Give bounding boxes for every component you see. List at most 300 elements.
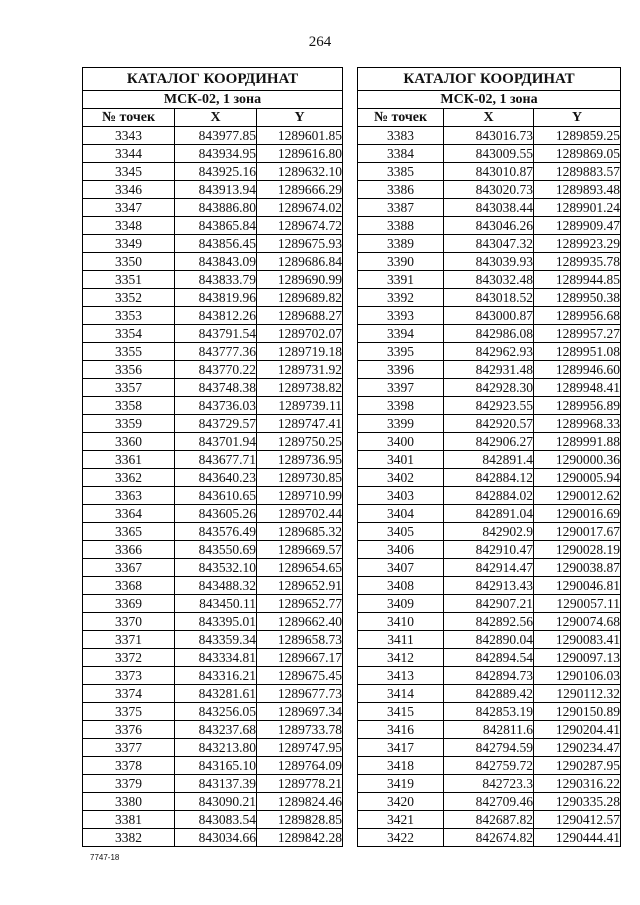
y-coordinate-cell: 1289689.82 xyxy=(257,289,343,307)
table-row xyxy=(83,793,343,811)
x-coordinate-cell: 843819.96 xyxy=(175,289,257,307)
y-coordinate-cell: 1290316.22 xyxy=(534,775,621,793)
y-coordinate-cell: 1289616.80 xyxy=(257,145,343,163)
x-coordinate-cell: 843843.09 xyxy=(175,253,257,271)
table-row xyxy=(83,181,343,199)
y-coordinate-cell: 1290234.47 xyxy=(534,739,621,757)
y-coordinate-cell: 1289736.95 xyxy=(257,451,343,469)
point-number-cell: 3401 xyxy=(358,451,444,469)
y-coordinate-cell: 1289991.88 xyxy=(534,433,621,451)
point-number-cell: 3375 xyxy=(83,703,175,721)
table-row xyxy=(83,685,343,703)
table-row xyxy=(83,235,343,253)
point-number-cell: 3348 xyxy=(83,217,175,235)
x-coordinate-cell: 843934.95 xyxy=(175,145,257,163)
x-coordinate-cell: 843550.69 xyxy=(175,541,257,559)
table-row xyxy=(358,307,621,325)
table-row xyxy=(358,559,621,577)
x-coordinate-cell: 843016.73 xyxy=(444,127,534,145)
x-coordinate-cell: 842884.02 xyxy=(444,487,534,505)
x-coordinate-cell: 843256.05 xyxy=(175,703,257,721)
y-coordinate-cell: 1289730.85 xyxy=(257,469,343,487)
point-number-cell: 3407 xyxy=(358,559,444,577)
page-number: 264 xyxy=(308,34,332,50)
y-coordinate-cell: 1290005.94 xyxy=(534,469,621,487)
table-row xyxy=(358,739,621,757)
point-number-cell: 3417 xyxy=(358,739,444,757)
y-coordinate-cell: 1290150.89 xyxy=(534,703,621,721)
x-coordinate-cell: 842709.46 xyxy=(444,793,534,811)
x-coordinate-cell: 842794.59 xyxy=(444,739,534,757)
y-coordinate-cell: 1290028.19 xyxy=(534,541,621,559)
y-coordinate-cell: 1289601.85 xyxy=(257,127,343,145)
table-row xyxy=(83,343,343,361)
x-coordinate-cell: 843532.10 xyxy=(175,559,257,577)
table-row xyxy=(83,721,343,739)
table-row xyxy=(83,829,343,847)
y-coordinate-cell: 1289697.34 xyxy=(257,703,343,721)
x-coordinate-cell: 843039.93 xyxy=(444,253,534,271)
point-number-cell: 3395 xyxy=(358,343,444,361)
x-coordinate-cell: 843736.03 xyxy=(175,397,257,415)
point-number-cell: 3406 xyxy=(358,541,444,559)
point-number-cell: 3388 xyxy=(358,217,444,235)
x-coordinate-cell: 842907.21 xyxy=(444,595,534,613)
x-coordinate-cell: 843009.55 xyxy=(444,145,534,163)
y-coordinate-cell: 1289747.95 xyxy=(257,739,343,757)
y-coordinate-cell: 1289956.68 xyxy=(534,307,621,325)
x-coordinate-cell: 843886.80 xyxy=(175,199,257,217)
table-title: КАТАЛОГ КООРДИНАТ xyxy=(83,68,343,91)
y-coordinate-cell: 1289828.85 xyxy=(257,811,343,829)
y-coordinate-cell: 1289675.93 xyxy=(257,235,343,253)
x-coordinate-cell: 842913.43 xyxy=(444,577,534,595)
y-coordinate-cell: 1290057.11 xyxy=(534,595,621,613)
y-coordinate-cell: 1289956.89 xyxy=(534,397,621,415)
point-number-cell: 3387 xyxy=(358,199,444,217)
point-number-cell: 3414 xyxy=(358,685,444,703)
y-coordinate-cell: 1289951.08 xyxy=(534,343,621,361)
point-number-cell: 3396 xyxy=(358,361,444,379)
x-coordinate-cell: 843359.34 xyxy=(175,631,257,649)
y-coordinate-cell: 1290412.57 xyxy=(534,811,621,829)
x-coordinate-cell: 843137.39 xyxy=(175,775,257,793)
point-number-cell: 3397 xyxy=(358,379,444,397)
x-coordinate-cell: 842986.08 xyxy=(444,325,534,343)
table-row xyxy=(83,631,343,649)
point-number-cell: 3384 xyxy=(358,145,444,163)
x-coordinate-cell: 843610.65 xyxy=(175,487,257,505)
table-zone: МСК-02, 1 зона xyxy=(358,91,621,109)
point-number-cell: 3373 xyxy=(83,667,175,685)
point-number-cell: 3422 xyxy=(358,829,444,847)
point-number-cell: 3365 xyxy=(83,523,175,541)
x-coordinate-cell: 843925.16 xyxy=(175,163,257,181)
table-row xyxy=(358,397,621,415)
point-number-cell: 3416 xyxy=(358,721,444,739)
y-coordinate-cell: 1289946.60 xyxy=(534,361,621,379)
y-coordinate-cell: 1289909.47 xyxy=(534,217,621,235)
point-number-cell: 3393 xyxy=(358,307,444,325)
y-coordinate-cell: 1289893.48 xyxy=(534,181,621,199)
point-number-cell: 3362 xyxy=(83,469,175,487)
x-coordinate-cell: 843812.26 xyxy=(175,307,257,325)
x-coordinate-cell: 843334.81 xyxy=(175,649,257,667)
point-number-cell: 3390 xyxy=(358,253,444,271)
y-coordinate-cell: 1290444.41 xyxy=(534,829,621,847)
table-row xyxy=(358,325,621,343)
point-number-cell: 3352 xyxy=(83,289,175,307)
table-row xyxy=(83,397,343,415)
y-coordinate-cell: 1290038.87 xyxy=(534,559,621,577)
table-row xyxy=(83,379,343,397)
table-row xyxy=(358,379,621,397)
y-coordinate-cell: 1289923.29 xyxy=(534,235,621,253)
point-number-cell: 3356 xyxy=(83,361,175,379)
x-coordinate-cell: 843913.94 xyxy=(175,181,257,199)
point-number-cell: 3346 xyxy=(83,181,175,199)
x-coordinate-cell: 842894.73 xyxy=(444,667,534,685)
x-coordinate-cell: 843032.48 xyxy=(444,271,534,289)
table-zone: МСК-02, 1 зона xyxy=(83,91,343,109)
x-coordinate-cell: 842889.42 xyxy=(444,685,534,703)
table-row xyxy=(358,649,621,667)
x-coordinate-cell: 843237.68 xyxy=(175,721,257,739)
table-row xyxy=(83,577,343,595)
point-number-cell: 3421 xyxy=(358,811,444,829)
point-number-cell: 3350 xyxy=(83,253,175,271)
x-coordinate-cell: 842759.72 xyxy=(444,757,534,775)
point-number-cell: 3398 xyxy=(358,397,444,415)
x-coordinate-cell: 843047.32 xyxy=(444,235,534,253)
table-row xyxy=(358,757,621,775)
table-row xyxy=(358,235,621,253)
y-coordinate-cell: 1289750.25 xyxy=(257,433,343,451)
point-number-cell: 3345 xyxy=(83,163,175,181)
x-coordinate-cell: 842931.48 xyxy=(444,361,534,379)
table-row xyxy=(83,703,343,721)
y-coordinate-cell: 1289652.91 xyxy=(257,577,343,595)
point-number-cell: 3372 xyxy=(83,649,175,667)
table-row xyxy=(83,145,343,163)
table-row xyxy=(358,793,621,811)
point-number-cell: 3376 xyxy=(83,721,175,739)
point-number-cell: 3420 xyxy=(358,793,444,811)
point-number-cell: 3381 xyxy=(83,811,175,829)
coordinate-catalog-table xyxy=(82,67,343,847)
point-number-cell: 3378 xyxy=(83,757,175,775)
column-header-y: Y xyxy=(534,109,621,127)
table-row xyxy=(83,613,343,631)
y-coordinate-cell: 1289968.33 xyxy=(534,415,621,433)
point-number-cell: 3392 xyxy=(358,289,444,307)
x-coordinate-cell: 842723.3 xyxy=(444,775,534,793)
x-coordinate-cell: 842674.82 xyxy=(444,829,534,847)
y-coordinate-cell: 1289957.27 xyxy=(534,325,621,343)
point-number-cell: 3382 xyxy=(83,829,175,847)
table-row xyxy=(83,505,343,523)
x-coordinate-cell: 842687.82 xyxy=(444,811,534,829)
point-number-cell: 3374 xyxy=(83,685,175,703)
table-row xyxy=(83,127,343,145)
table-row xyxy=(83,325,343,343)
table-row xyxy=(83,307,343,325)
table-row xyxy=(83,541,343,559)
x-coordinate-cell: 843038.44 xyxy=(444,199,534,217)
point-number-cell: 3364 xyxy=(83,505,175,523)
table-row xyxy=(358,271,621,289)
y-coordinate-cell: 1289731.92 xyxy=(257,361,343,379)
column-header-y: Y xyxy=(257,109,343,127)
table-row xyxy=(358,667,621,685)
y-coordinate-cell: 1289654.65 xyxy=(257,559,343,577)
point-number-cell: 3377 xyxy=(83,739,175,757)
table-row xyxy=(83,469,343,487)
table-row xyxy=(358,613,621,631)
point-number-cell: 3351 xyxy=(83,271,175,289)
y-coordinate-cell: 1289869.05 xyxy=(534,145,621,163)
x-coordinate-cell: 843488.32 xyxy=(175,577,257,595)
table-row xyxy=(358,829,621,847)
y-coordinate-cell: 1289739.11 xyxy=(257,397,343,415)
point-number-cell: 3418 xyxy=(358,757,444,775)
point-number-cell: 3410 xyxy=(358,613,444,631)
table-row xyxy=(358,811,621,829)
point-number-cell: 3360 xyxy=(83,433,175,451)
table-row xyxy=(358,163,621,181)
y-coordinate-cell: 1290000.36 xyxy=(534,451,621,469)
table-row xyxy=(83,649,343,667)
x-coordinate-cell: 843316.21 xyxy=(175,667,257,685)
point-number-cell: 3359 xyxy=(83,415,175,433)
point-number-cell: 3391 xyxy=(358,271,444,289)
table-row xyxy=(358,487,621,505)
y-coordinate-cell: 1289950.38 xyxy=(534,289,621,307)
y-coordinate-cell: 1289842.28 xyxy=(257,829,343,847)
y-coordinate-cell: 1289674.72 xyxy=(257,217,343,235)
table-row xyxy=(358,703,621,721)
point-number-cell: 3389 xyxy=(358,235,444,253)
x-coordinate-cell: 843165.10 xyxy=(175,757,257,775)
x-coordinate-cell: 843770.22 xyxy=(175,361,257,379)
point-number-cell: 3366 xyxy=(83,541,175,559)
x-coordinate-cell: 843748.38 xyxy=(175,379,257,397)
table-row xyxy=(83,667,343,685)
point-number-cell: 3357 xyxy=(83,379,175,397)
point-number-cell: 3353 xyxy=(83,307,175,325)
y-coordinate-cell: 1290204.41 xyxy=(534,721,621,739)
x-coordinate-cell: 843083.54 xyxy=(175,811,257,829)
y-coordinate-cell: 1289733.78 xyxy=(257,721,343,739)
y-coordinate-cell: 1289688.27 xyxy=(257,307,343,325)
y-coordinate-cell: 1289778.21 xyxy=(257,775,343,793)
y-coordinate-cell: 1289685.32 xyxy=(257,523,343,541)
y-coordinate-cell: 1289901.24 xyxy=(534,199,621,217)
point-number-cell: 3413 xyxy=(358,667,444,685)
x-coordinate-cell: 842902.9 xyxy=(444,523,534,541)
point-number-cell: 3349 xyxy=(83,235,175,253)
y-coordinate-cell: 1289675.45 xyxy=(257,667,343,685)
column-header-x: X xyxy=(444,109,534,127)
point-number-cell: 3404 xyxy=(358,505,444,523)
table-row xyxy=(83,523,343,541)
y-coordinate-cell: 1289702.44 xyxy=(257,505,343,523)
x-coordinate-cell: 843977.85 xyxy=(175,127,257,145)
table-row xyxy=(358,343,621,361)
y-coordinate-cell: 1290012.62 xyxy=(534,487,621,505)
table-row xyxy=(83,163,343,181)
table-row xyxy=(83,595,343,613)
point-number-cell: 3400 xyxy=(358,433,444,451)
y-coordinate-cell: 1290074.68 xyxy=(534,613,621,631)
point-number-cell: 3394 xyxy=(358,325,444,343)
y-coordinate-cell: 1289710.99 xyxy=(257,487,343,505)
y-coordinate-cell: 1289690.99 xyxy=(257,271,343,289)
table-row xyxy=(83,739,343,757)
table-row xyxy=(358,217,621,235)
x-coordinate-cell: 843576.49 xyxy=(175,523,257,541)
table-row xyxy=(358,181,621,199)
table-row xyxy=(358,721,621,739)
table-row xyxy=(83,361,343,379)
column-header-point: № точек xyxy=(358,109,444,127)
table-row xyxy=(358,199,621,217)
table-row xyxy=(83,487,343,505)
table-row xyxy=(358,361,621,379)
y-coordinate-cell: 1289738.82 xyxy=(257,379,343,397)
point-number-cell: 3354 xyxy=(83,325,175,343)
point-number-cell: 3412 xyxy=(358,649,444,667)
x-coordinate-cell: 843213.80 xyxy=(175,739,257,757)
x-coordinate-cell: 843729.57 xyxy=(175,415,257,433)
y-coordinate-cell: 1289764.09 xyxy=(257,757,343,775)
y-coordinate-cell: 1290106.03 xyxy=(534,667,621,685)
y-coordinate-cell: 1289859.25 xyxy=(534,127,621,145)
point-number-cell: 3379 xyxy=(83,775,175,793)
y-coordinate-cell: 1290083.41 xyxy=(534,631,621,649)
point-number-cell: 3369 xyxy=(83,595,175,613)
point-number-cell: 3368 xyxy=(83,577,175,595)
table-row xyxy=(83,217,343,235)
table-row xyxy=(358,685,621,703)
table-row xyxy=(358,505,621,523)
column-header-x: X xyxy=(175,109,257,127)
x-coordinate-cell: 842962.93 xyxy=(444,343,534,361)
y-coordinate-cell: 1289883.57 xyxy=(534,163,621,181)
point-number-cell: 3383 xyxy=(358,127,444,145)
y-coordinate-cell: 1289702.07 xyxy=(257,325,343,343)
table-row xyxy=(83,451,343,469)
y-coordinate-cell: 1289935.78 xyxy=(534,253,621,271)
point-number-cell: 3409 xyxy=(358,595,444,613)
x-coordinate-cell: 843701.94 xyxy=(175,433,257,451)
point-number-cell: 3347 xyxy=(83,199,175,217)
x-coordinate-cell: 842891.04 xyxy=(444,505,534,523)
point-number-cell: 3385 xyxy=(358,163,444,181)
point-number-cell: 3344 xyxy=(83,145,175,163)
y-coordinate-cell: 1289674.02 xyxy=(257,199,343,217)
y-coordinate-cell: 1289944.85 xyxy=(534,271,621,289)
x-coordinate-cell: 843281.61 xyxy=(175,685,257,703)
x-coordinate-cell: 842853.19 xyxy=(444,703,534,721)
x-coordinate-cell: 842890.04 xyxy=(444,631,534,649)
x-coordinate-cell: 843605.26 xyxy=(175,505,257,523)
table-row xyxy=(358,541,621,559)
x-coordinate-cell: 842914.47 xyxy=(444,559,534,577)
y-coordinate-cell: 1289686.84 xyxy=(257,253,343,271)
table-title: КАТАЛОГ КООРДИНАТ xyxy=(358,68,621,91)
table-row xyxy=(358,253,621,271)
y-coordinate-cell: 1290016.69 xyxy=(534,505,621,523)
point-number-cell: 3363 xyxy=(83,487,175,505)
x-coordinate-cell: 842892.56 xyxy=(444,613,534,631)
table-row xyxy=(358,127,621,145)
x-coordinate-cell: 842891.4 xyxy=(444,451,534,469)
table-row xyxy=(83,811,343,829)
x-coordinate-cell: 843000.87 xyxy=(444,307,534,325)
table-row xyxy=(358,577,621,595)
y-coordinate-cell: 1290112.32 xyxy=(534,685,621,703)
x-coordinate-cell: 843865.84 xyxy=(175,217,257,235)
point-number-cell: 3399 xyxy=(358,415,444,433)
point-number-cell: 3380 xyxy=(83,793,175,811)
point-number-cell: 3419 xyxy=(358,775,444,793)
y-coordinate-cell: 1289632.10 xyxy=(257,163,343,181)
point-number-cell: 3411 xyxy=(358,631,444,649)
coordinate-catalog-table xyxy=(357,67,621,847)
table-row xyxy=(358,415,621,433)
table-row xyxy=(358,145,621,163)
document-code: 7747-18 xyxy=(90,853,120,862)
x-coordinate-cell: 843020.73 xyxy=(444,181,534,199)
x-coordinate-cell: 842923.55 xyxy=(444,397,534,415)
table-row xyxy=(358,775,621,793)
x-coordinate-cell: 843010.87 xyxy=(444,163,534,181)
x-coordinate-cell: 843090.21 xyxy=(175,793,257,811)
table-row xyxy=(83,433,343,451)
y-coordinate-cell: 1290287.95 xyxy=(534,757,621,775)
point-number-cell: 3386 xyxy=(358,181,444,199)
y-coordinate-cell: 1290046.81 xyxy=(534,577,621,595)
x-coordinate-cell: 843791.54 xyxy=(175,325,257,343)
table-row xyxy=(358,289,621,307)
table-row xyxy=(358,469,621,487)
point-number-cell: 3370 xyxy=(83,613,175,631)
point-number-cell: 3402 xyxy=(358,469,444,487)
table-row xyxy=(83,289,343,307)
x-coordinate-cell: 843833.79 xyxy=(175,271,257,289)
y-coordinate-cell: 1289677.73 xyxy=(257,685,343,703)
x-coordinate-cell: 842910.47 xyxy=(444,541,534,559)
x-coordinate-cell: 842906.27 xyxy=(444,433,534,451)
table-row xyxy=(358,523,621,541)
y-coordinate-cell: 1289666.29 xyxy=(257,181,343,199)
point-number-cell: 3355 xyxy=(83,343,175,361)
x-coordinate-cell: 843395.01 xyxy=(175,613,257,631)
y-coordinate-cell: 1289948.41 xyxy=(534,379,621,397)
x-coordinate-cell: 842928.30 xyxy=(444,379,534,397)
y-coordinate-cell: 1289719.18 xyxy=(257,343,343,361)
y-coordinate-cell: 1290017.67 xyxy=(534,523,621,541)
table-row xyxy=(83,253,343,271)
table-row xyxy=(358,631,621,649)
point-number-cell: 3405 xyxy=(358,523,444,541)
table-row xyxy=(83,559,343,577)
x-coordinate-cell: 842920.57 xyxy=(444,415,534,433)
y-coordinate-cell: 1289667.17 xyxy=(257,649,343,667)
x-coordinate-cell: 843450.11 xyxy=(175,595,257,613)
point-number-cell: 3343 xyxy=(83,127,175,145)
